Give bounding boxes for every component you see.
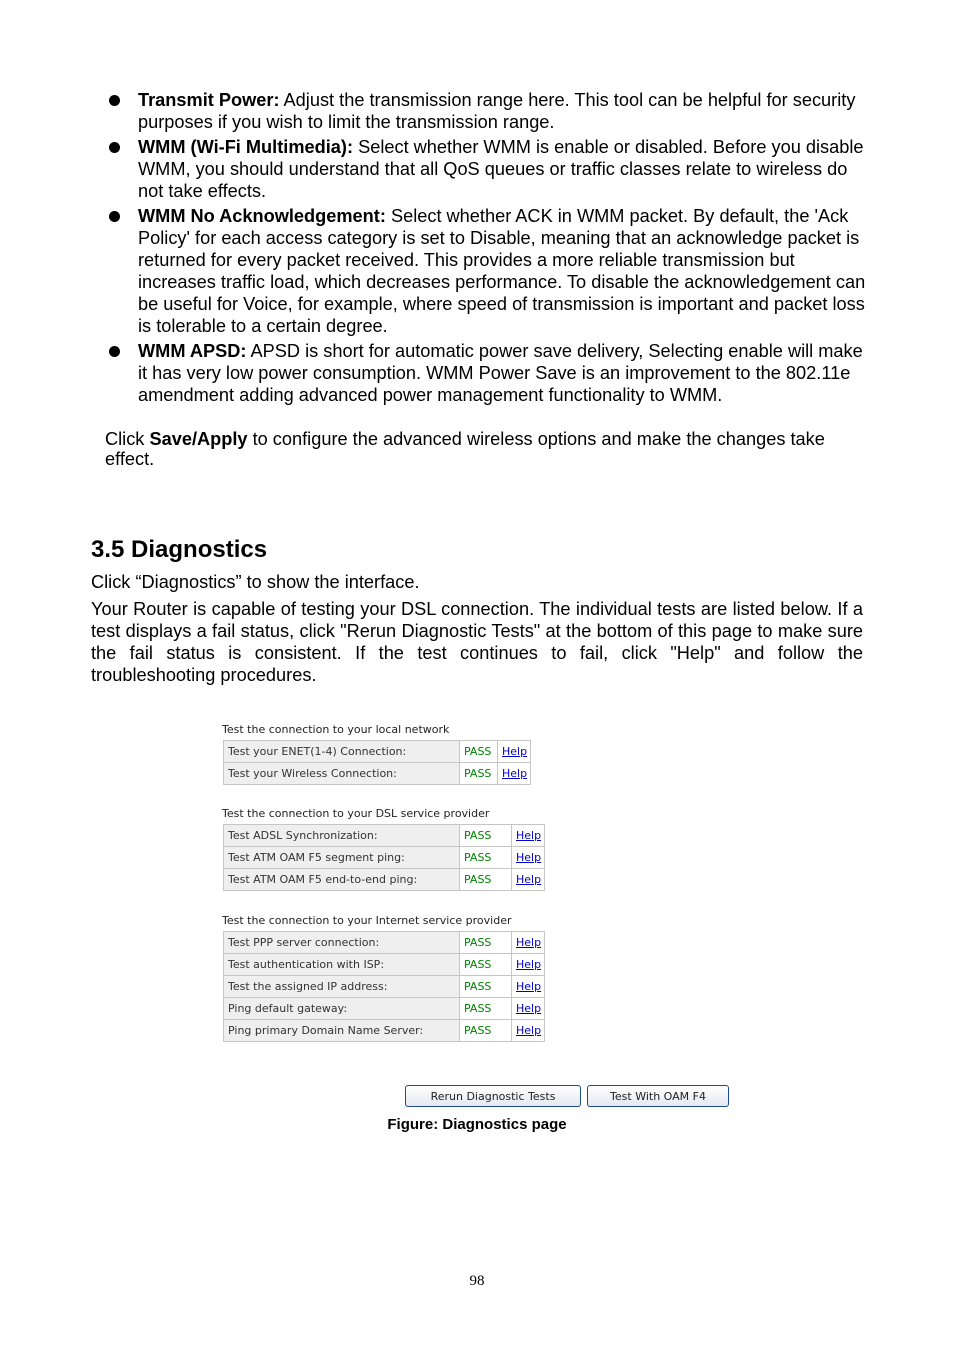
table-row [224, 763, 531, 785]
table-row [224, 825, 545, 847]
help-link[interactable]: Help [498, 741, 531, 763]
bullet-wmm: WMM (Wi-Fi Multimedia): Select whether WMM is enable or disabled. Before you disable WMM, you should understand that all QoS queues or traffic classes relate to wireless do not take effects. [105, 136, 870, 202]
status-pass: PASS [460, 763, 498, 785]
status-pass: PASS [460, 1020, 512, 1042]
help-link[interactable]: Help [512, 1020, 545, 1042]
diagnostics-intro-paragraph: Your Router is capable of testing your DSL connection. The individual tests are listed below. If a test displays a fail status, click "Rerun Diagnostic Tests" at the bottom of this page to make sure the fail status is consistent. If the test continues to fail, click "Help" and follow the troubleshooting procedures. [91, 599, 863, 685]
help-link[interactable]: Help [512, 954, 545, 976]
bullet-wmm-no-ack: WMM No Acknowledgement: Select whether ACK in WMM packet. By default, the 'Ack Policy' for each access category is set to Disable, meaning that an acknowledge packet is returned for every packet received. This provides a more reliable transmission but increases traffic load, which decreases performance. To disable the acknowledgement can be useful for Voice, for example, where speed of transmission is important and packet loss is tolerable to a certain degree. [105, 205, 870, 337]
page-number: 98 [469, 1273, 485, 1289]
help-link[interactable]: Help [498, 763, 531, 785]
click-diagnostics-paragraph: Click “Diagnostics” to show the interface. [91, 572, 420, 592]
section-heading: 3.5 Diagnostics [91, 536, 268, 563]
test-label: Test PPP server connection: [224, 932, 460, 954]
table-row [224, 847, 545, 869]
status-pass: PASS [460, 976, 512, 998]
status-pass: PASS [460, 869, 512, 891]
status-pass: PASS [460, 998, 512, 1020]
test-label: Test authentication with ISP: [224, 954, 460, 976]
status-pass: PASS [460, 932, 512, 954]
figure-caption: Figure: Diagnostics page [387, 1116, 567, 1133]
test-label: Test the assigned IP address: [224, 976, 460, 998]
test-label: Test your Wireless Connection: [224, 763, 460, 785]
bullet-dot-icon [109, 346, 120, 357]
table-row [224, 869, 545, 891]
bullet-dot-icon [109, 95, 120, 106]
test-label: Test ADSL Synchronization: [224, 825, 460, 847]
save-apply-paragraph: Click Save/Apply to configure the advanced wireless options and make the changes take effect. [105, 429, 825, 469]
table-row [224, 976, 545, 998]
table-row [224, 998, 545, 1020]
test-label: Ping default gateway: [224, 998, 460, 1020]
section-title-internet-provider: Test the connection to your Internet service provider [222, 914, 512, 927]
status-pass: PASS [460, 825, 512, 847]
bullet-dot-icon [109, 142, 120, 153]
bullet-dot-icon [109, 211, 120, 222]
test-label: Test your ENET(1-4) Connection: [224, 741, 460, 763]
help-link[interactable]: Help [512, 869, 545, 891]
table-row [224, 932, 545, 954]
table-row [224, 1020, 545, 1042]
section-title-local-network: Test the connection to your local network [222, 723, 450, 736]
dsl-provider-table [223, 824, 545, 891]
status-pass: PASS [460, 847, 512, 869]
section-title-dsl-provider: Test the connection to your DSL service provider [222, 807, 490, 820]
test-with-oam-f4-button[interactable]: Test With OAM F4 [587, 1085, 729, 1107]
local-network-table [223, 740, 531, 785]
help-link[interactable]: Help [512, 976, 545, 998]
help-link[interactable]: Help [512, 932, 545, 954]
help-link[interactable]: Help [512, 825, 545, 847]
bullet-wmm-apsd: WMM APSD: APSD is short for automatic power save delivery, Selecting enable will make it has very low power consumption. WMM Power Save is an improvement to the 802.11e amendment adding advanced power management functionality to WMM. [105, 340, 870, 406]
table-row [224, 741, 531, 763]
help-link[interactable]: Help [512, 998, 545, 1020]
feature-bullet-list [105, 89, 870, 409]
test-label: Ping primary Domain Name Server: [224, 1020, 460, 1042]
test-label: Test ATM OAM F5 segment ping: [224, 847, 460, 869]
bullet-transmit-power: Transmit Power: Adjust the transmission range here. This tool can be helpful for security purposes if you wish to limit the transmission range. [105, 89, 870, 133]
internet-provider-table [223, 931, 545, 1042]
status-pass: PASS [460, 741, 498, 763]
status-pass: PASS [460, 954, 512, 976]
test-label: Test ATM OAM F5 end-to-end ping: [224, 869, 460, 891]
help-link[interactable]: Help [512, 847, 545, 869]
rerun-diagnostic-tests-button[interactable]: Rerun Diagnostic Tests [405, 1085, 581, 1107]
table-row [224, 954, 545, 976]
